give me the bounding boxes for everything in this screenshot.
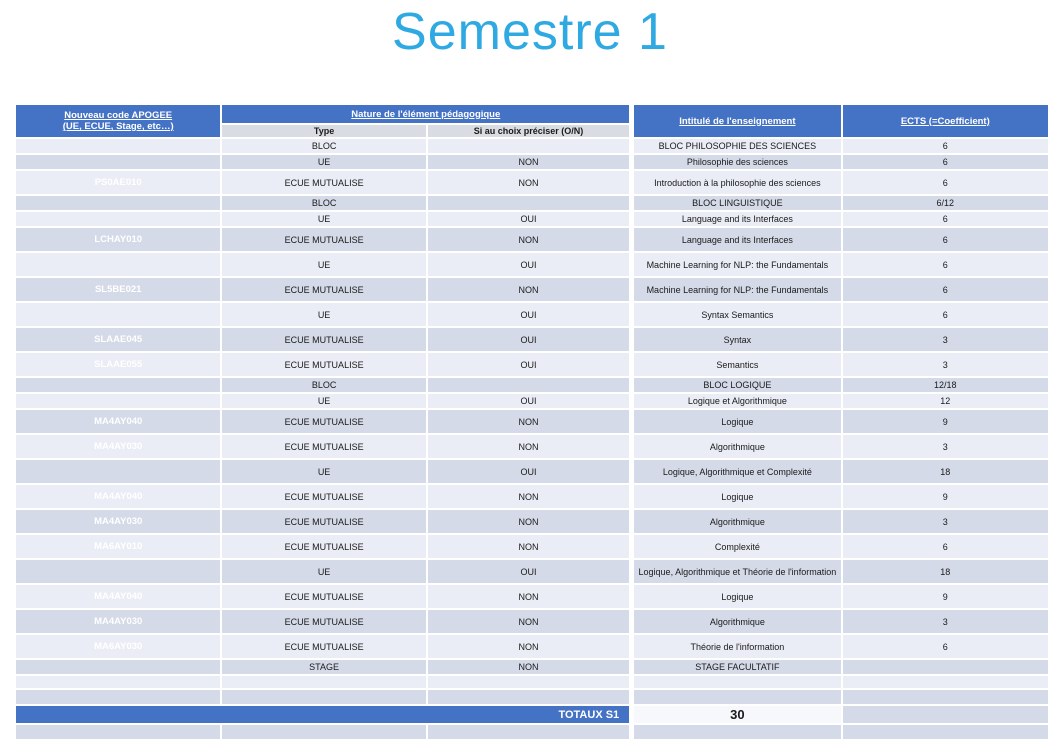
code-cell [16,212,220,226]
code-cell [16,560,220,583]
table-row [16,610,1048,633]
type-cell: BLOC [222,378,425,392]
choix-cell: NON [428,585,632,608]
ects-cell: 6 [843,303,1048,326]
type-cell: UE [222,212,425,226]
totals-ects-cell [843,706,1048,723]
intitule-cell: Algorithmique [634,510,840,533]
ects-cell: 6 [843,278,1048,301]
intitule-cell: BLOC LOGIQUE [634,378,840,392]
table-row [16,394,1048,408]
choix-cell: NON [428,485,632,508]
intitule-cell: Introduction à la philosophie des sciences [634,171,840,194]
table-row [16,535,1048,558]
ects-cell [843,690,1048,704]
code-cell: SLAAE055 [16,353,220,376]
choix-cell: OUI [428,460,632,483]
table-row [16,660,1048,674]
choix-cell: NON [428,410,632,433]
table-row [16,510,1048,533]
ects-cell: 9 [843,585,1048,608]
table-row [16,253,1048,276]
choix-cell [428,676,632,688]
code-cell [16,253,220,276]
code-cell: MA4AY030 [16,510,220,533]
code-cell [16,460,220,483]
choix-cell: NON [428,228,632,251]
type-cell: ECUE MUTUALISE [222,435,425,458]
code-cell: MA4AY040 [16,410,220,433]
type-cell: UE [222,394,425,408]
choix-cell: OUI [428,253,632,276]
intitule-cell: Logique [634,410,840,433]
intitule-cell: Machine Learning for NLP: the Fundamentals [634,278,840,301]
choix-cell: NON [428,635,632,658]
intitule-cell: BLOC PHILOSOPHIE DES SCIENCES [634,139,840,153]
code-cell [16,378,220,392]
code-cell: PS0AE010 [16,171,220,194]
type-cell: ECUE MUTUALISE [222,171,425,194]
intitule-cell: Philosophie des sciences [634,155,840,169]
type-cell: ECUE MUTUALISE [222,353,425,376]
type-cell: ECUE MUTUALISE [222,585,425,608]
table-row [16,212,1048,226]
table-row [16,460,1048,483]
ects-cell: 3 [843,610,1048,633]
table-header [16,105,1048,137]
code-cell: MA4AY030 [16,435,220,458]
ects-cell: 9 [843,410,1048,433]
totals-value: 30 [634,706,840,723]
table-row [16,139,1048,153]
choix-cell [428,690,632,704]
choix-cell: NON [428,278,632,301]
code-cell [16,676,220,688]
intitule-cell: Algorithmique [634,435,840,458]
intitule-cell: Syntax [634,328,840,351]
type-cell: UE [222,253,425,276]
code-cell: MA6AY030 [16,635,220,658]
table-row [16,585,1048,608]
table-row [16,410,1048,433]
header-intitule: Intitulé de l'enseignement [634,105,840,137]
semestre-table [14,103,1050,741]
code-cell: SL5BE021 [16,278,220,301]
choix-cell: NON [428,510,632,533]
choix-cell: NON [428,535,632,558]
ects-cell: 6 [843,139,1048,153]
intitule-cell: STAGE FACULTATIF [634,660,840,674]
totals-row [16,706,1048,723]
ects-cell [843,676,1048,688]
table-row [16,328,1048,351]
ects-cell: 3 [843,328,1048,351]
type-cell: ECUE MUTUALISE [222,510,425,533]
intitule-cell: Logique [634,585,840,608]
type-cell: ECUE MUTUALISE [222,328,425,351]
intitule-cell: Logique et Algorithmique [634,394,840,408]
intitule-cell: Complexité [634,535,840,558]
choix-cell: NON [428,155,632,169]
table-row [16,278,1048,301]
intitule-cell: Théorie de l'information [634,635,840,658]
ects-cell: 6/12 [843,196,1048,210]
ects-cell: 9 [843,485,1048,508]
type-cell: UE [222,155,425,169]
code-cell [16,690,220,704]
table-row [16,485,1048,508]
ects-cell: 6 [843,253,1048,276]
ects-cell: 3 [843,435,1048,458]
choix-cell [428,378,632,392]
table-row [16,196,1048,210]
header-code-line2: (UE, ECUE, Stage, etc…) [62,121,174,132]
code-cell [16,303,220,326]
ects-cell: 3 [843,353,1048,376]
code-cell: SLAAE045 [16,328,220,351]
header-choix: Si au choix préciser (O/N) [428,125,632,137]
page-title: Semestre 1 [392,3,668,61]
intitule-cell: Logique [634,485,840,508]
intitule-cell [634,725,840,739]
choix-cell: OUI [428,212,632,226]
ects-cell: 12/18 [843,378,1048,392]
choix-cell: NON [428,660,632,674]
ects-cell: 18 [843,560,1048,583]
ects-cell: 6 [843,535,1048,558]
intitule-cell: BLOC LINGUISTIQUE [634,196,840,210]
ects-cell: 3 [843,510,1048,533]
choix-cell [428,725,632,739]
intitule-cell [634,690,840,704]
code-cell: MA4AY030 [16,610,220,633]
intitule-cell: Semantics [634,353,840,376]
choix-cell [428,196,632,210]
ects-cell: 6 [843,212,1048,226]
type-cell: UE [222,460,425,483]
intitule-cell: Logique, Algorithmique et Théorie de l'information [634,560,840,583]
totals-label: TOTAUX S1 [16,706,632,723]
intitule-cell: Syntax Semantics [634,303,840,326]
ects-cell [843,660,1048,674]
ects-cell: 6 [843,635,1048,658]
choix-cell: OUI [428,353,632,376]
choix-cell [428,139,632,153]
ects-cell: 6 [843,155,1048,169]
header-nature: Nature de l'élément pédagogique [222,105,632,123]
intitule-cell: Language and its Interfaces [634,228,840,251]
ects-cell: 6 [843,228,1048,251]
code-cell [16,139,220,153]
type-cell: ECUE MUTUALISE [222,485,425,508]
type-cell: ECUE MUTUALISE [222,278,425,301]
table-row [16,171,1048,194]
choix-cell: OUI [428,394,632,408]
type-cell [222,690,425,704]
header-type: Type [222,125,425,137]
type-cell: ECUE MUTUALISE [222,610,425,633]
table-row [16,560,1048,583]
code-cell [16,660,220,674]
type-cell: BLOC [222,139,425,153]
code-cell: LCHAY010 [16,228,220,251]
code-cell: MA6AY010 [16,535,220,558]
ects-cell [843,725,1048,739]
table-row [16,155,1048,169]
ects-cell: 12 [843,394,1048,408]
intitule-cell: Language and its Interfaces [634,212,840,226]
type-cell: ECUE MUTUALISE [222,635,425,658]
intitule-cell: Algorithmique [634,610,840,633]
code-cell [16,725,220,739]
table-row [16,353,1048,376]
table-row [16,378,1048,392]
choix-cell: OUI [428,303,632,326]
type-cell [222,725,425,739]
blank-row [16,725,1048,739]
table-row [16,435,1048,458]
header-code-line1: Nouveau code APOGEE [64,110,173,121]
choix-cell: NON [428,171,632,194]
code-cell: MA4AY040 [16,585,220,608]
type-cell: ECUE MUTUALISE [222,535,425,558]
type-cell: ECUE MUTUALISE [222,228,425,251]
intitule-cell: Logique, Algorithmique et Complexité [634,460,840,483]
blank-row [16,676,1048,688]
table-row [16,228,1048,251]
table-row [16,303,1048,326]
table-row [16,635,1048,658]
choix-cell: OUI [428,560,632,583]
choix-cell: NON [428,435,632,458]
intitule-cell: Machine Learning for NLP: the Fundamentals [634,253,840,276]
code-cell [16,196,220,210]
blank-row [16,690,1048,704]
ects-cell: 18 [843,460,1048,483]
type-cell: BLOC [222,196,425,210]
header-ects: ECTS (=Coefficient) [843,105,1048,137]
choix-cell: NON [428,610,632,633]
intitule-cell [634,676,840,688]
type-cell: UE [222,303,425,326]
code-cell [16,394,220,408]
header-code [16,105,220,137]
choix-cell: OUI [428,328,632,351]
code-cell: MA4AY040 [16,485,220,508]
type-cell: UE [222,560,425,583]
type-cell: ECUE MUTUALISE [222,410,425,433]
code-cell [16,155,220,169]
header-row-1 [16,105,1048,123]
type-cell [222,676,425,688]
type-cell: STAGE [222,660,425,674]
ects-cell: 6 [843,171,1048,194]
